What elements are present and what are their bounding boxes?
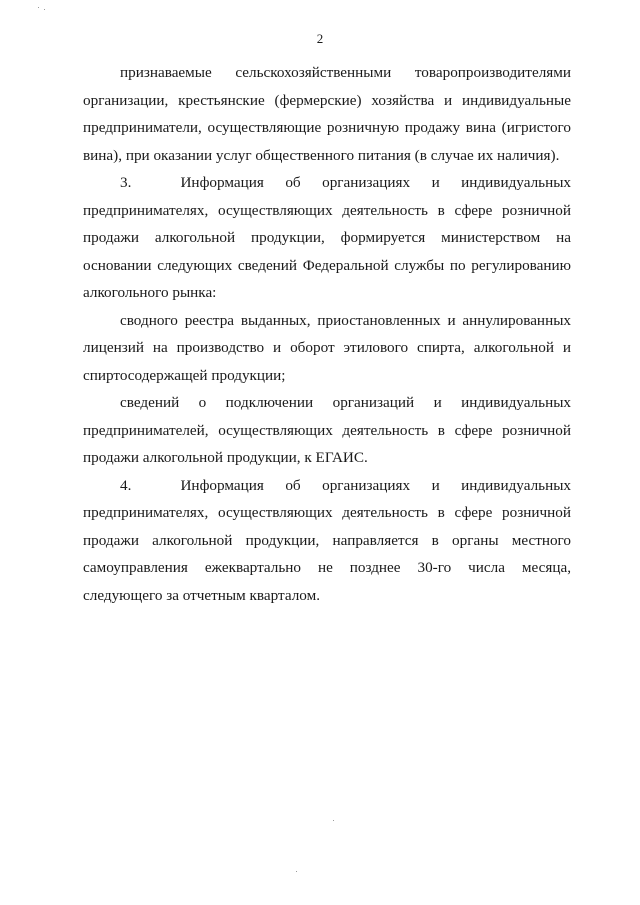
- page-number: 2: [316, 31, 324, 46]
- scan-speck: [44, 9, 45, 10]
- paragraph-registry: [83, 307, 571, 390]
- scan-speck: [333, 820, 334, 821]
- paragraph-text: сведений о подключении организаций и индивидуальных предпринимателей, осуществляющих деятельность в сфере розничной продажи алкогольной продукции, к ЕГАИС.: [83, 394, 571, 466]
- paragraph-text: Информация об организациях и индивидуальных предпринимателях, осуществляющих деятельность в сфере розничной продажи алкогольной продукции, формируется министерством на основании следующих сведений Федеральной службы по регулированию алкогольного рынка:: [83, 174, 571, 301]
- paragraph-item-4: [83, 472, 571, 610]
- item-number: 3.: [120, 174, 132, 191]
- paragraph-item-3: [83, 169, 571, 307]
- paragraph-text: признаваемые сельскохозяйственными товаропроизводителями организации, крестьянские (фермерские) хозяйства и индивидуальные предприниматели, осуществляющие розничную продажу вина (игристого вина), при оказании услуг общественного питания (в случае их наличия).: [83, 64, 571, 164]
- scan-speck: [296, 871, 297, 872]
- document-body: [83, 59, 571, 609]
- paragraph-continuation: [83, 59, 571, 169]
- item-number: 4.: [120, 476, 132, 494]
- paragraph-egais: [83, 389, 571, 472]
- paragraph-text: сводного реестра выданных, приостановленных и аннулированных лицензий на производство и оборот этилового спирта, алкогольной и спиртосодержащей продукции;: [83, 311, 571, 384]
- scan-speck: [38, 7, 39, 8]
- paragraph-text: Информация об организациях и индивидуальных предпринимателях, осуществляющих деятельность в сфере розничной продажи алкогольной продукции, направляется в органы местного самоуправления ежеквартально не позднее 30-го числа месяца, следующего за отчетным кварталом.: [83, 476, 571, 604]
